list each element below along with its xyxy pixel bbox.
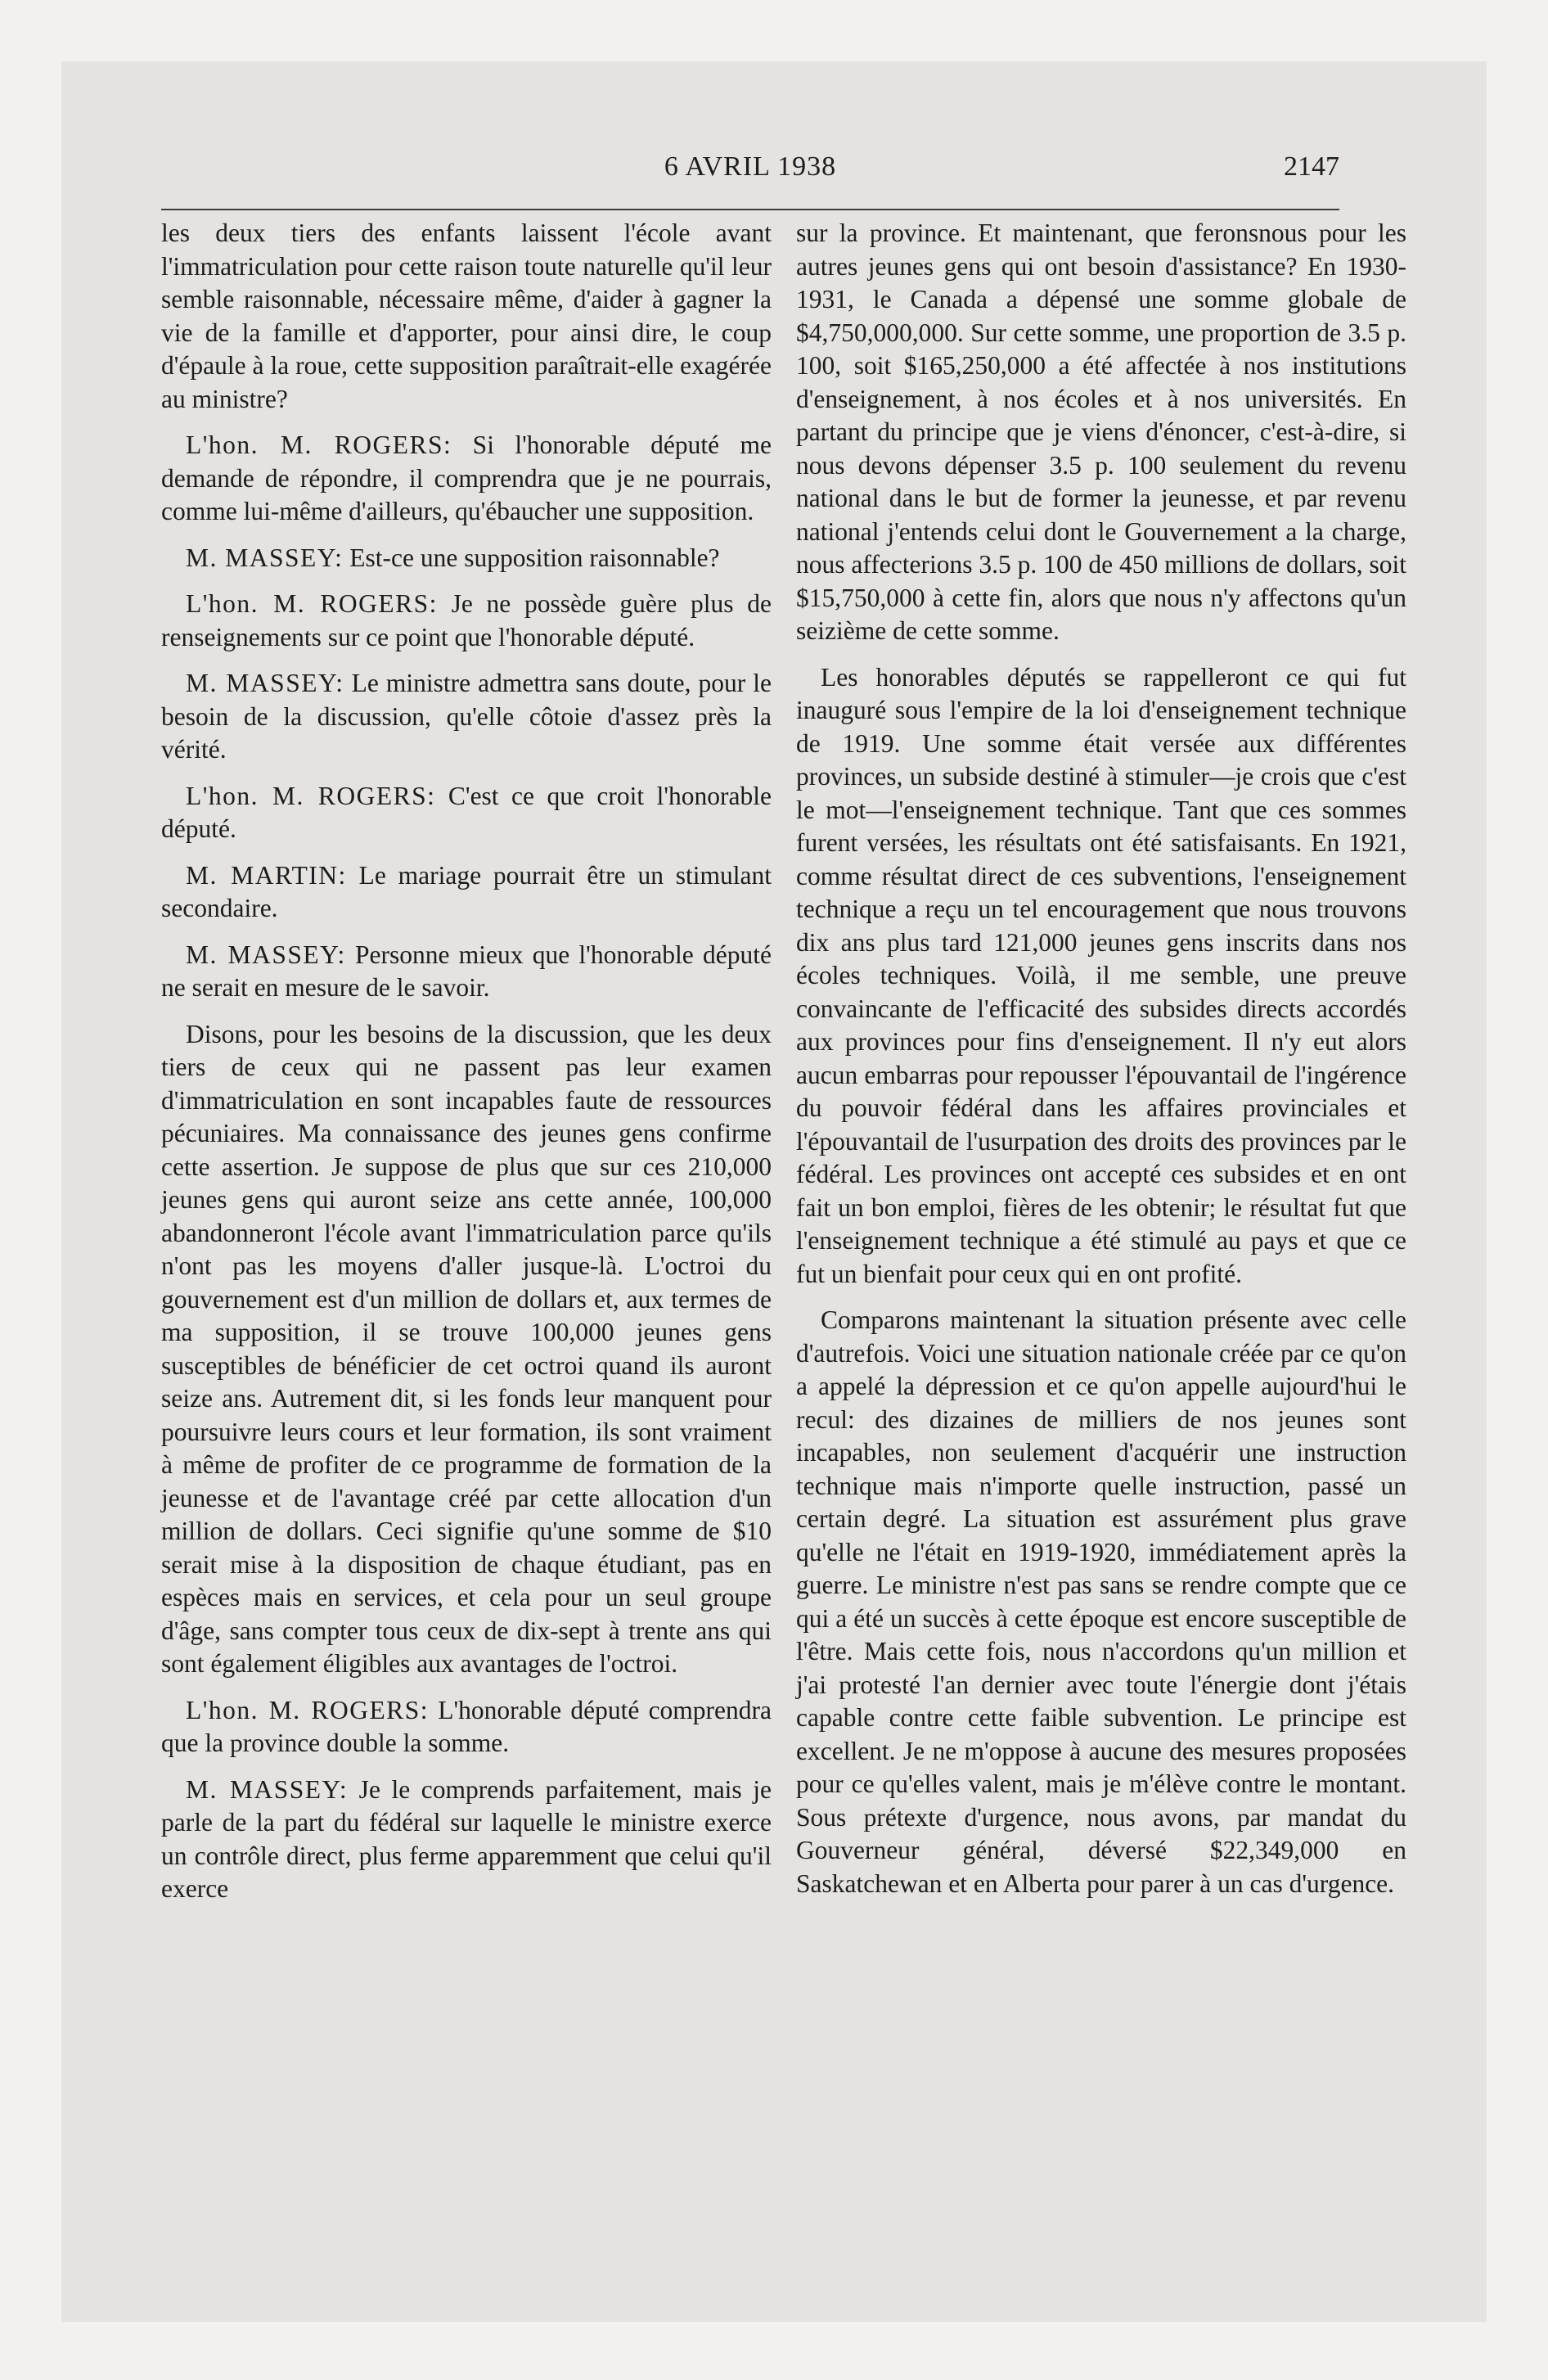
paragraph: L'hon. M. ROGERS: Je ne possède guère plus de renseignements sur ce point que l'honorable député. — [161, 589, 772, 651]
paragraph: Comparons maintenant la situation présente avec celle d'autrefois. Voici une situation nationale créée par ce qu'on a appelé la dépression et ce qu'on appelle aujourd'hui le recul: des dizaines de milliers de nos jeunes sont incapables, non seulement d'acquérir une instruction technique mais n'importe quelle instruction, passé un certain degré. La situation est assurément plus grave qu'elle ne l'était en 1919-1920, immédiatement après la guerre. Le ministre n'est pas sans se rendre compte que ce qui a été un succès à cette époque est encore susceptible de l'être. Mais cette fois, nous n'accordons qu'un million et j'ai protesté l'an dernier avec toute l'énergie dont j'étais capable contre cette faible subvention. Le principe est excellent. Je ne m'oppose à aucune des mesures proposées pour ce qu'elles valent, mais je m'élève contre le montant. Sous prétexte d'urgence, nous avons, par mandat du Gouverneur général, déversé $22,349,000 en Saskatchewan et en Alberta pour parer à un cas d'urgence. — [796, 1305, 1406, 1898]
paragraph: L'hon. M. ROGERS: L'honorable député comprendra que la province double la somme. — [161, 1695, 772, 1757]
speaker-name: L'hon. M. ROGERS: — [186, 781, 436, 810]
paragraph: sur la province. Et maintenant, que feronsnous pour les autres jeunes gens qui ont besoin d'assistance? En 1930-1931, le Canada a dépensé une somme globale de $4,750,000,000. Sur cette somme, une proportion de 3.5 p. 100, soit $165,250,000 a été affectée à nos institutions d'enseignement, à nos écoles et à nos universités. En partant du principe que je viens d'énoncer, c'est-à-dire, si nous devons dépenser 3.5 p. 100 seulement du revenu national dans le but de former la jeunesse, et par revenu national j'entends celui dont le Gouvernement a la charge, nous affecterions 3.5 p. 100 de 450 millions de dollars, soit $15,750,000 à cette fin, alors que nous n'y affectons qu'un seizième de cette somme. — [796, 219, 1406, 645]
page-number: 2147 — [1284, 151, 1339, 182]
paragraph: M. MASSEY: Est-ce une supposition raisonnable? — [186, 543, 720, 572]
paragraph: M. MASSEY: Le ministre admettra sans doute, pour le besoin de la discussion, qu'elle côtoie d'assez près la vérité. — [161, 669, 772, 764]
right-column — [796, 217, 1406, 1913]
page-header — [161, 143, 1339, 210]
speaker-name: M. MARTIN: — [186, 860, 347, 890]
paragraph: M. MARTIN: Le mariage pourrait être un stimulant secondaire. — [161, 860, 772, 922]
paragraph: Disons, pour les besoins de la discussion, que les deux tiers de ceux qui ne passent pas leur examen d'immatriculation en sont incapables faute de ressources pécuniaires. Ma connaissance des jeunes gens confirme cette assertion. Je suppose de plus que sur ces 210,000 jeunes gens qui auront seize ans cette année, 100,000 abandonneront l'école avant l'immatriculation parce qu'ils n'ont pas les moyens d'aller jusque-là. L'octroi du gouvernement est d'un million de dollars et, aux termes de ma supposition, il se trouve 100,000 jeunes gens susceptibles de bénéficier de cet octroi quand ils auront seize ans. Autrement dit, si les fonds leur manquent pour poursuivre leurs cours et leur formation, ils sont vraiment à même de profiter de ce programme de formation de la jeunesse et de l'avantage créé par cette allocation d'un million de dollars. Ceci signifie qu'une somme de $10 serait mise à la disposition de chaque étudiant, pas en espèces mais en services, et cela pour un seul groupe d'âge, sans compter tous ceux de dix-sept à trente ans qui sont également éligibles aux avantages de l'octroi. — [161, 1019, 772, 1678]
speaker-name: M. MASSEY: — [186, 669, 344, 697]
paragraph: M. MASSEY: Personne mieux que l'honorable député ne serait en mesure de le savoir. — [161, 940, 772, 1002]
paragraph: L'hon. M. ROGERS: Si l'honorable député me demande de répondre, il comprendra que je ne pourrais, comme lui-même d'ailleurs, qu'ébaucher une supposition. — [161, 430, 772, 525]
speaker-name: L'hon. M. ROGERS: — [186, 1695, 429, 1724]
paragraph: M. MASSEY: Je le comprends parfaitement, mais je parle de la part du fédéral sur laquelle le ministre exerce un contrôle direct, plus ferme apparemment que celui qu'il exerce — [161, 1774, 772, 1903]
speaker-name: L'hon. M. ROGERS: — [186, 430, 452, 459]
paragraph: L'hon. M. ROGERS: C'est ce que croit l'honorable député. — [161, 781, 772, 843]
paragraph: les deux tiers des enfants laissent l'école avant l'immatriculation pour cette raison toute naturelle qu'il leur semble raisonnable, nécessaire même, d'aider à gagner la vie de la famille et d'apporter, pour ainsi dire, le coup d'épaule à la roue, cette supposition paraîtrait-elle exagérée au ministre? — [161, 219, 772, 413]
speaker-name: M. MASSEY: — [186, 1774, 349, 1804]
speaker-name: L'hon. M. ROGERS: — [186, 589, 438, 618]
left-column — [161, 217, 772, 1919]
paragraph: Les honorables députés se rappelleront ce qui fut inauguré sous l'empire de la loi d'enseignement technique de 1919. Une somme était versée aux différentes provinces, un subside destiné à stimuler—je crois que c'est le mot—l'enseignement technique. Tant que ces sommes furent versées, les résultats ont été satisfaisants. En 1921, comme résultat direct de ces subventions, l'enseignement technique a reçu un tel encouragement que nous trouvons dix ans plus tard 121,000 jeunes gens inscrits dans nos écoles techniques. Voilà, il me semble, une preuve convaincante de l'efficacité des subsides directs accordés aux provinces pour fins d'enseignement. Il n'y eut alors aucun embarras pour repousser l'épouvantail de l'ingérence du pouvoir fédéral dans les affaires provinciales et l'épouvantail de l'usurpation des droits des provinces par le fédéral. Les provinces ont accepté ces subsides et en ont fait un bon emploi, fières de les obtenir; le résultat fut que l'enseignement technique a été stimulé au pays et que ce fut un bienfait pour ceux qui en ont profité. — [796, 662, 1406, 1288]
speaker-name: M. MASSEY: — [186, 940, 346, 969]
speaker-name: M. MASSEY: — [186, 543, 344, 572]
header-date: 6 AVRIL 1938 — [664, 151, 837, 182]
page-sheet — [61, 61, 1487, 2322]
